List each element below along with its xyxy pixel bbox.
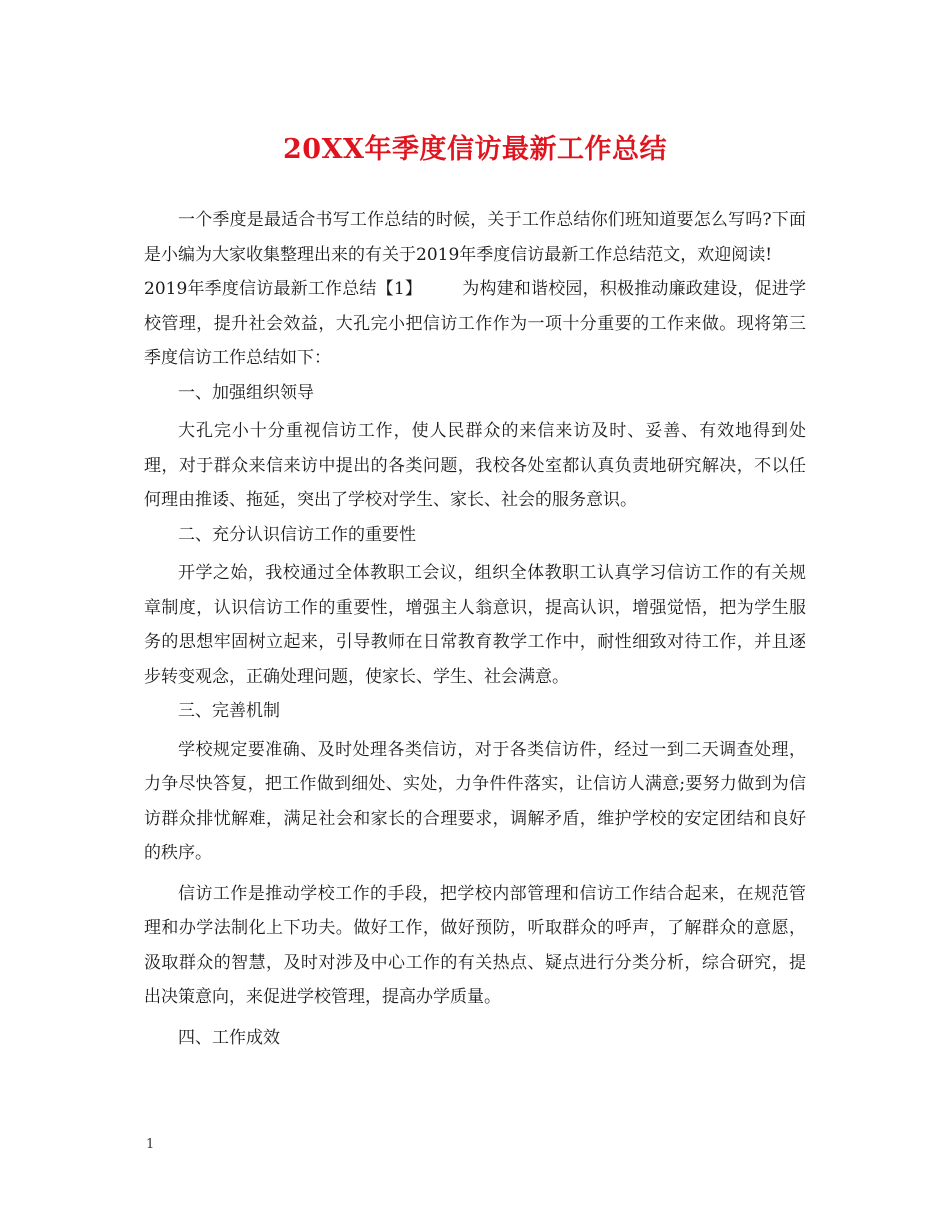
- heading-1: 一、加强组织领导: [178, 382, 314, 403]
- document-body: [144, 203, 806, 1055]
- heading-2: 二、充分认识信访工作的重要性: [178, 524, 416, 545]
- paragraph-1: 大孔完小十分重视信访工作，使人民群众的来信来访及时、妥善、有效地得到处理，对于群众来信来访中提出的各类问题，我校各处室都认真负责地研究解决，不以任何理由推诿、拖延，突出了学校对学生、家长、社会的服务意识。: [144, 421, 806, 510]
- document-title: 20XX年季度信访最新工作总结: [283, 134, 667, 165]
- section-ref-label: 2019年季度信访最新工作总结【1】: [144, 279, 423, 299]
- heading-4: 四、工作成效: [178, 1027, 280, 1048]
- intro-paragraph: 一个季度是最适合书写工作总结的时候，关于工作总结你们班知道要怎么写吗?下面是小编为大家收集整理出来的有关于2019年季度信访最新工作总结范文，欢迎阅读!: [144, 210, 806, 265]
- paragraph-2: 开学之始，我校通过全体教职工会议，组织全体教职工认真学习信访工作的有关规章制度，认识信访工作的重要性，增强主人翁意识，提高认识，增强觉悟，把为学生服务的思想牢固树立起来，引导教师在日常教育教学工作中，耐性细致对待工作，并且逐步转变观念，正确处理问题，使家长、学生、社会满意。: [144, 563, 806, 687]
- section-ref-paragraph: [144, 272, 806, 376]
- section-ref-text: 为构建和谐校园，积极推动廉政建设，促进学校管理，提升社会效益，大孔完小把信访工作作为一项十分重要的工作来做。现将第三季度信访工作总结如下：: [144, 279, 806, 368]
- heading-3: 三、完善机制: [178, 701, 280, 721]
- paragraph-3: 学校规定要准确、及时处理各类信访，对于各类信访件，经过一到二天调查处理，力争尽快答复，把工作做到细处、实处，力争件件落实，让信访人满意;要努力做到为信访群众排忧解难，满足社会和家长的合理要求，调解矛盾，维护学校的安定团结和良好的秩序。: [144, 739, 806, 863]
- paragraph-4: 信访工作是推动学校工作的手段，把学校内部管理和信访工作结合起来，在规范管理和办学法制化上下功夫。做好工作，做好预防，听取群众的呼声，了解群众的意愿，汲取群众的智慧，及时对涉及中心工作的有关热点、疑点进行分类分析，综合研究，提出决策意向，来促进学校管理，提高办学质量。: [144, 883, 806, 1007]
- page-number: 1: [146, 1137, 155, 1152]
